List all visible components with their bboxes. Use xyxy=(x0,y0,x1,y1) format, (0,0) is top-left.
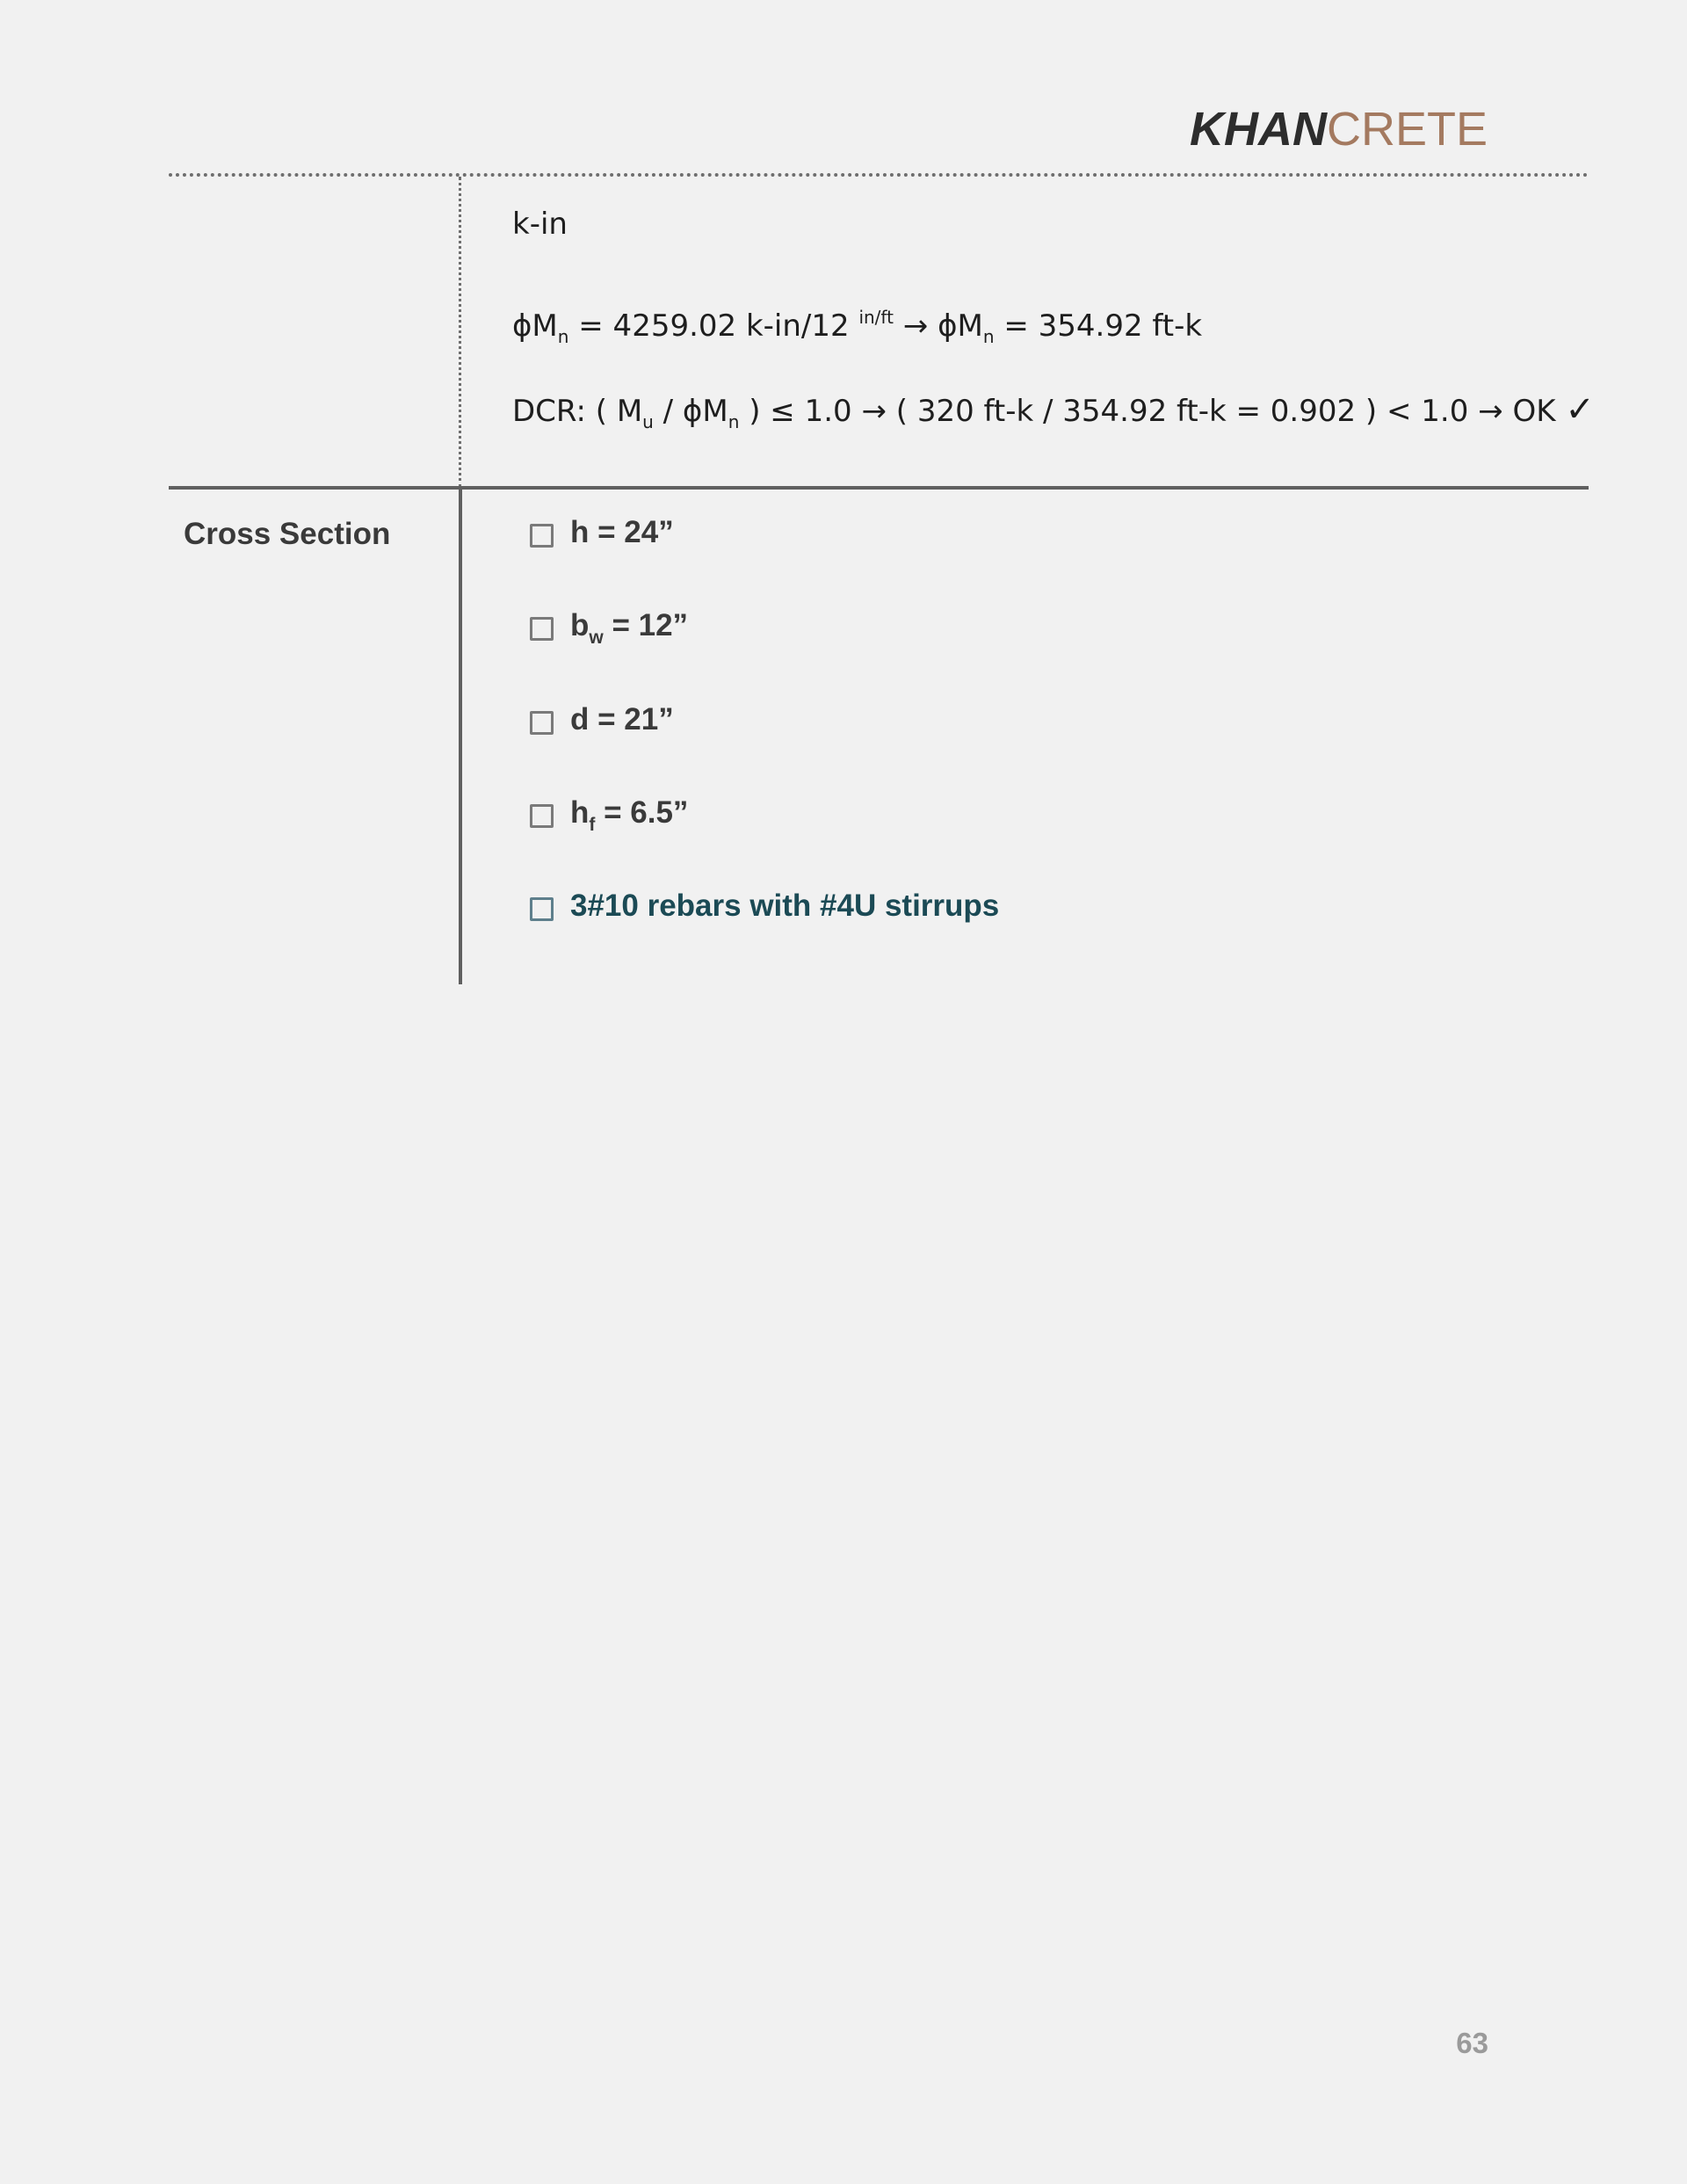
top-dotted-divider xyxy=(169,173,1589,177)
cross-section-label: Cross Section xyxy=(184,517,391,551)
lower-column-divider xyxy=(459,490,462,984)
checklist-item[interactable]: $h_f = 6.5$” xyxy=(530,795,688,836)
calc-moment-conversion: $\phi M_n = 4259.02$ k-in/12 $^{in/ft} \to \phi M_n = 354.92$ ft-k xyxy=(512,307,1203,347)
checklist-item[interactable]: d = 21” xyxy=(530,702,674,743)
checkbox[interactable] xyxy=(530,711,554,735)
checkbox[interactable] xyxy=(530,804,554,828)
calc-dcr-check: DCR: ( $M_u / \phi M_n$ ) ≤ 1.0 → ( 320 ft-k / 354.92 ft-k = 0.902 ) < 1.0 → OK ✓ xyxy=(512,389,1595,432)
checkbox[interactable] xyxy=(530,524,554,548)
calc-unit-line: k-in xyxy=(512,207,568,242)
checkbox[interactable] xyxy=(530,617,554,641)
checkmark-icon: ✓ xyxy=(1565,389,1595,430)
logo-light-text: CRETE xyxy=(1326,103,1488,156)
checkbox[interactable] xyxy=(530,897,554,921)
checklist-item[interactable]: 3#10 rebars with #4U stirrups xyxy=(530,889,999,929)
section-divider xyxy=(169,486,1589,490)
checklist-item[interactable]: h = 24” xyxy=(530,515,674,555)
page-number: 63 xyxy=(1456,2027,1488,2059)
upper-column-divider xyxy=(459,177,461,488)
brand-logo xyxy=(1190,98,1488,160)
checklist-item[interactable]: $b_w = 12$” xyxy=(530,608,688,649)
logo-bold-text: KHAN xyxy=(1189,103,1327,156)
